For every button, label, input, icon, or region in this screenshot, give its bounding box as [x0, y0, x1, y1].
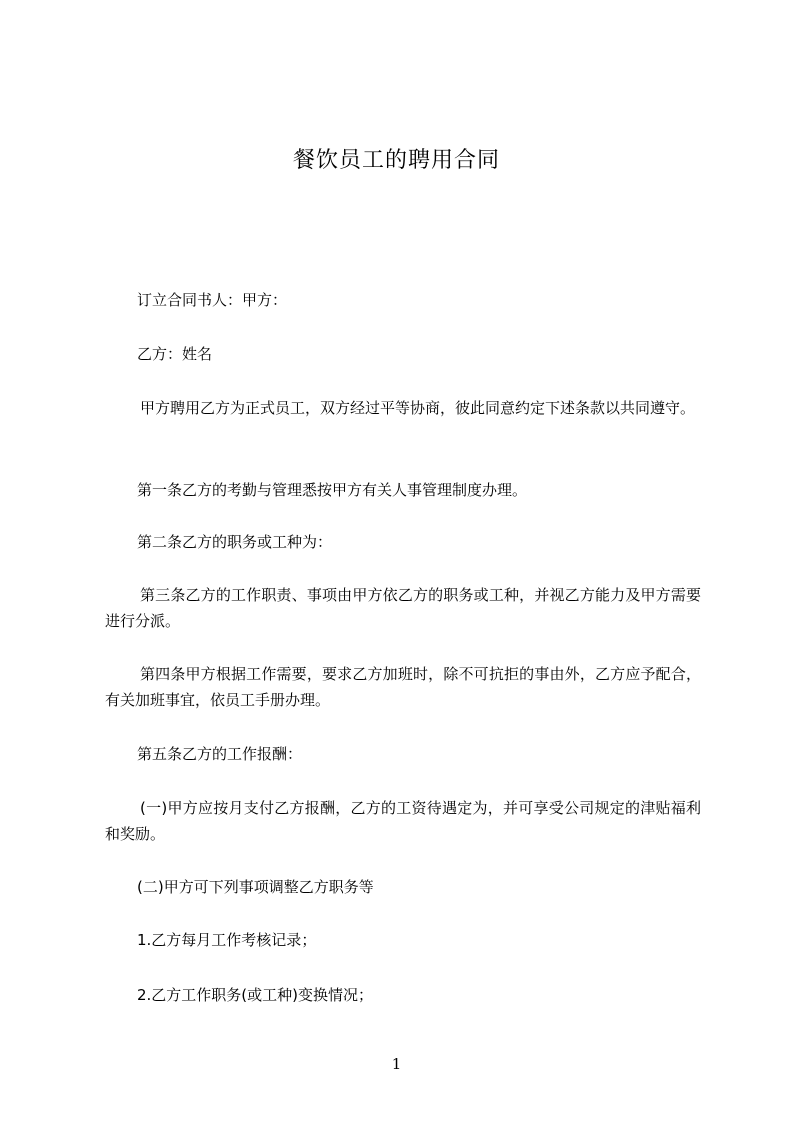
- page-number: 1: [391, 1055, 402, 1073]
- contract-parties-line: 订立合同书人：甲方：: [137, 291, 288, 309]
- article-5-paragraph: 第五条乙方的工作报酬：: [137, 745, 303, 763]
- article-5-clause-1: (一)甲方应按月支付乙方报酬，乙方的工资待遇定为，并可享受公司规定的津贴福利和奖励。: [105, 799, 701, 843]
- article-5-clause-2: (二)甲方可下列事项调整乙方职务等: [137, 878, 374, 896]
- article-1-paragraph: 第一条乙方的考勤与管理悉按甲方有关人事管理制度办理。: [137, 481, 528, 499]
- preamble-paragraph: 甲方聘用乙方为正式员工，双方经过平等协商，彼此同意约定下述条款以共同遵守。: [140, 399, 696, 417]
- list-item-1: 1.乙方每月工作考核记录；: [137, 931, 317, 949]
- list-item-2: 2.乙方工作职务(或工种)变换情况；: [137, 986, 374, 1004]
- party-b-name-line: 乙方：姓名: [137, 345, 213, 363]
- document-title: 餐饮员工的聘用合同: [292, 148, 500, 173]
- article-4-paragraph: 第四条甲方根据工作需要，要求乙方加班时，除不可抗拒的事由外，乙方应予配合，有关加班事宜，依员工手册办理。: [105, 665, 701, 709]
- article-2-paragraph: 第二条乙方的职务或工种为：: [137, 533, 333, 551]
- article-3-paragraph: 第三条乙方的工作职责、事项由甲方依乙方的职务或工种，并视乙方能力及甲方需要进行分派。: [105, 586, 701, 630]
